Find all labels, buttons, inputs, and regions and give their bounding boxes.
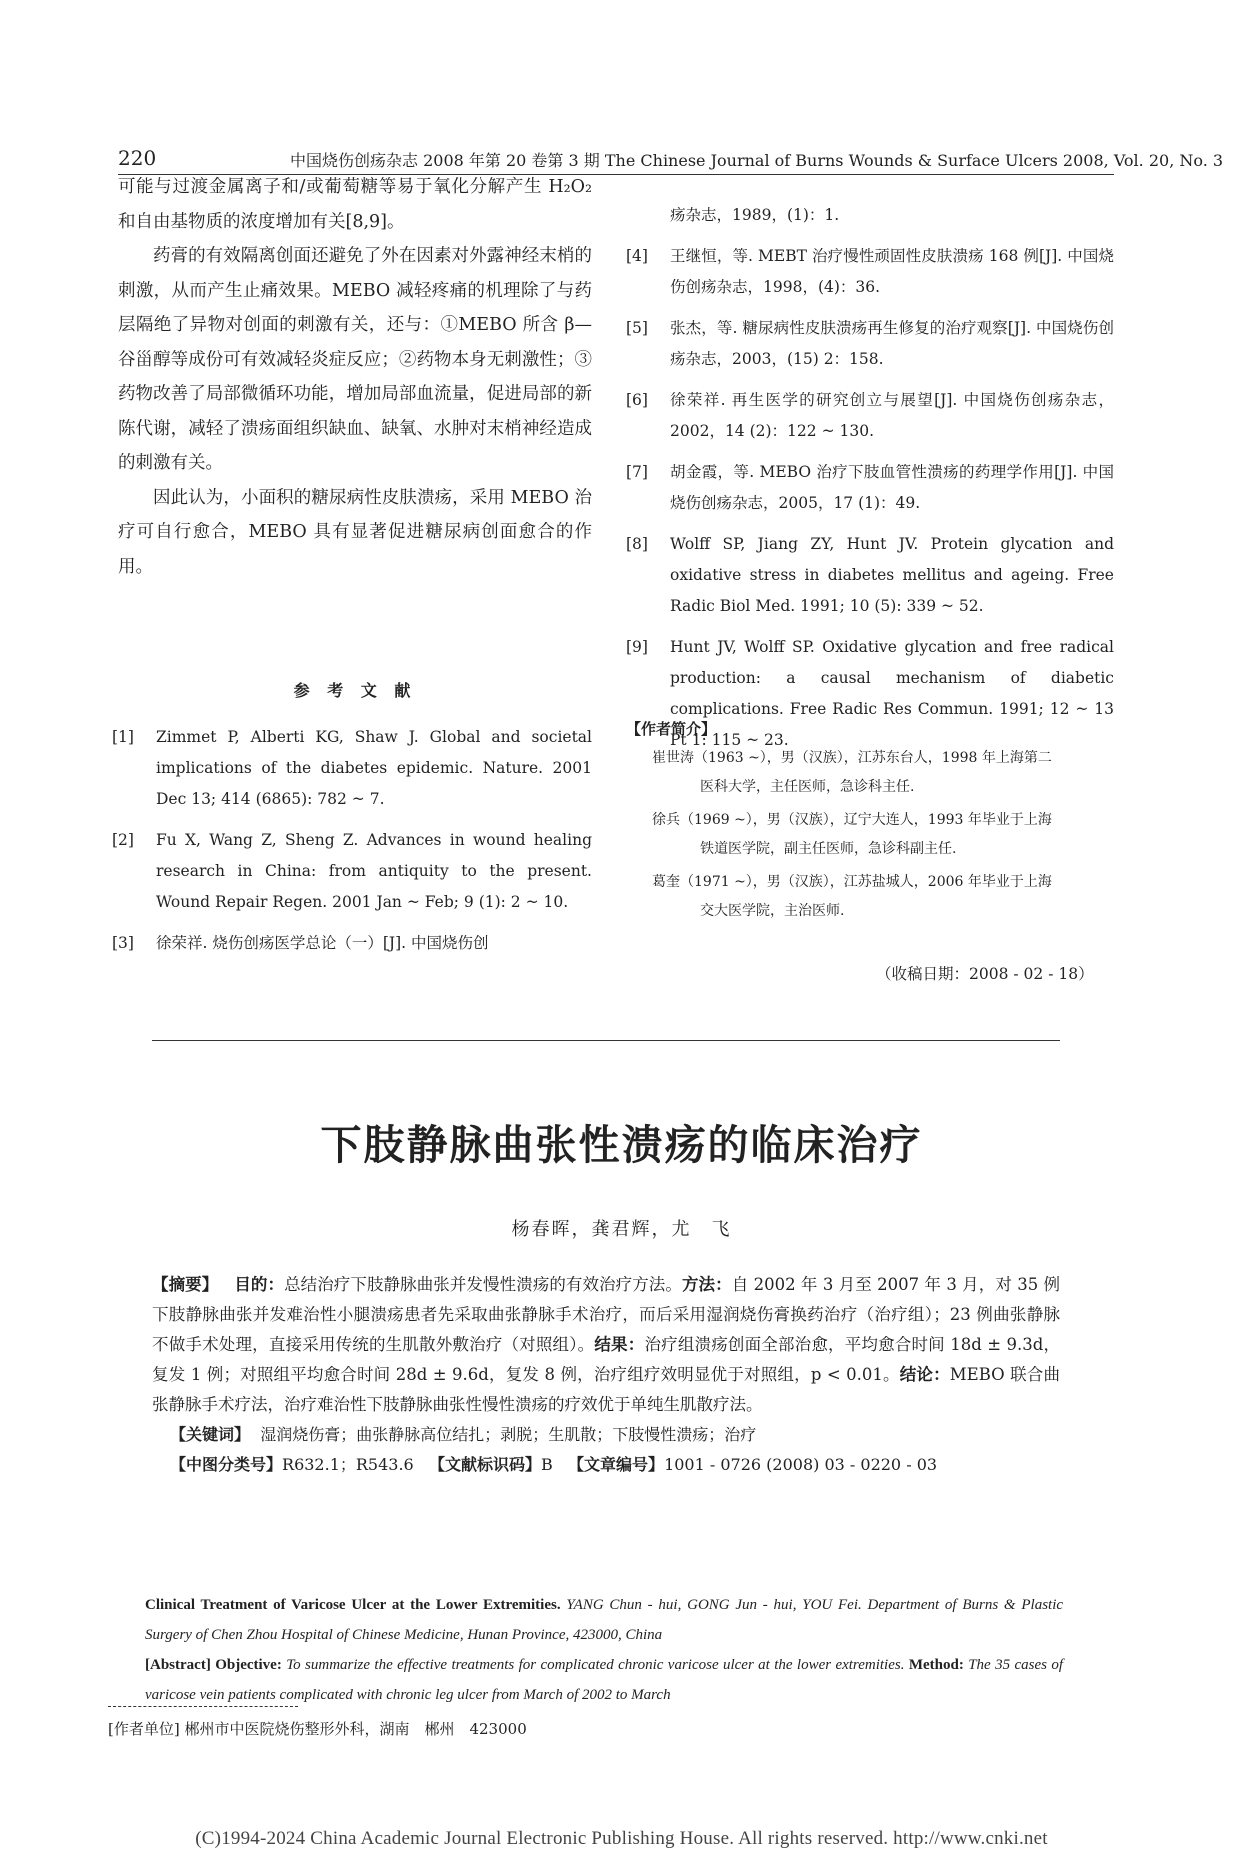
result-label: 结果： (594, 1335, 645, 1354)
reference-text: 张杰，等. 糖尿病性皮肤溃疡再生修复的治疗观察[J]. 中国烧伤创疡杂志，2003，(15) 2：158. (670, 319, 1114, 368)
reference-text: Hunt JV, Wolff SP. Oxidative glycation and free radical production: a causal mechanism of diabetic complications. Free Radic Res Commun. 1991; 12 ~ 13 Pt 1: 115 ~ 23. (670, 638, 1114, 749)
body-paragraph: 药膏的有效隔离创面还避免了外在因素对外露神经末梢的刺激，从而产生止痛效果。MEBO 减轻疼痛的机理除了与药层隔绝了异物对创面的刺激有关，还与：①MEBO 所含 β—谷甾醇等成份可有效减轻炎症反应；②药物本身无刺激性；③药物改善了局部微循环功能，增加局部血流量，促进局部的新陈代谢，减轻了溃疡面组织缺血、缺氧、水肿对末梢神经造成的刺激有关。 (118, 246, 592, 473)
english-title-block (145, 1590, 1063, 1650)
objective-label: 目的： (234, 1275, 285, 1294)
author-bio (626, 868, 1114, 926)
keywords: 湿润烧伤膏；曲张静脉高位结扎；剥脱；生肌散；下肢慢性溃疡；治疗 (260, 1425, 757, 1444)
author-bio-line: 崔世涛（1963 ~），男（汉族），江苏东台人，1998 年上海第二 (652, 750, 1052, 766)
reference-text: 胡金霞，等. MEBO 治疗下肢血管性溃疡的药理学作用[J]. 中国烧伤创疡杂志，2005，17 (1)：49. (670, 463, 1114, 512)
clc-label: 【中图分类号】 (170, 1455, 283, 1474)
reference-item (626, 313, 1114, 375)
abstract-text (152, 1270, 1060, 1420)
author-bio-line: 徐兵（1969 ~），男（汉族），辽宁大连人，1993 年毕业于上海 (652, 812, 1052, 828)
reference-number: [2] (112, 831, 134, 849)
english-abstract-label: [Abstract] (145, 1657, 211, 1673)
keywords-line (152, 1420, 1060, 1450)
author-bio (626, 744, 1114, 802)
reference-list-left (112, 722, 592, 969)
english-abstract (145, 1650, 1063, 1710)
article-no-value: 1001 - 0726 (2008) 03 - 0220 - 03 (664, 1455, 938, 1474)
author-bio-list (626, 744, 1114, 930)
reference-text: Wolff SP, Jiang ZY, Hunt JV. Protein glycation and oxidative stress in diabetes mellitus and ageing. Free Radic Biol Med. 1991; 10 (5): 339 ~ 52. (670, 535, 1114, 615)
chinese-abstract (152, 1270, 1060, 1480)
article-divider (152, 1040, 1060, 1041)
clc-value: R632.1；R543.6 (282, 1455, 414, 1474)
conclusion-label: 结论： (899, 1365, 950, 1384)
reference-text: Fu X, Wang Z, Sheng Z. Advances in wound healing research in China: from antiquity to the present. Wound Repair Regen. 2001 Jan ~ Feb; 9 (1): 2 ~ 10. (156, 831, 592, 911)
objective-text: 总结治疗下肢静脉曲张并发慢性溃疡的有效治疗方法。 (284, 1275, 682, 1294)
doc-code-label: 【文献标识码】 (429, 1455, 542, 1474)
left-column-body (118, 170, 592, 584)
article-title: 下肢静脉曲张性溃疡的临床治疗 (320, 1121, 923, 1169)
reference-item (626, 241, 1114, 303)
english-objective-text: To summarize the effective treatments for complicated chronic varicose ulcer at the lower extremities. (286, 1657, 905, 1673)
reference-item (112, 722, 592, 815)
received-date: （收稿日期：2008 - 02 - 18） (876, 965, 1094, 983)
article-no-label: 【文章编号】 (568, 1455, 665, 1474)
reference-number: [8] (626, 535, 648, 553)
reference-item (112, 928, 592, 959)
page-number: 220 (118, 146, 157, 170)
author-bio-line: 交大医学院，主治医师. (700, 903, 845, 919)
english-title: Clinical Treatment of Varicose Ulcer at the Lower Extremities. (145, 1597, 561, 1613)
author-bio-title: 【作者简介】 (626, 720, 717, 738)
reference-number: [9] (626, 638, 648, 656)
english-method-text: The 35 cases of varicose vein patients complicated with chronic leg ulcer from March of 2002 to March (145, 1657, 1063, 1703)
reference-text: 徐荣祥. 再生医学的研究创立与展望[J]. 中国烧伤创疡杂志，2002，14 (2)：122 ~ 130. (670, 391, 1114, 440)
reference-number: [7] (626, 463, 648, 481)
body-paragraph: 可能与过渡金属离子和/或葡萄糖等易于氧化分解产生 H₂O₂ 和自由基物质的浓度增加有关[8,9]。 (118, 177, 592, 232)
reference-item (626, 529, 1114, 622)
reference-number: [4] (626, 247, 648, 265)
classification-line (152, 1450, 1060, 1480)
reference-text: 徐荣祥. 烧伤创疡医学总论（一）[J]. 中国烧伤创 (156, 934, 489, 952)
reference-item (626, 457, 1114, 519)
reference-number: [1] (112, 728, 134, 746)
author-bio (626, 806, 1114, 864)
footnote-rule (108, 1706, 298, 1707)
running-head: 中国烧伤创疡杂志 2008 年第 20 卷第 3 期 The Chinese Journal of Burns Wounds & Surface Ulcers 2008, Vol. 20, No. 3 (290, 151, 1224, 170)
keywords-label: 【关键词】 (170, 1425, 251, 1444)
conclusion-text: MEBO 联合曲张静脉手术疗法，治疗难治性下肢静脉曲张性慢性溃疡的疗效优于单纯生肌散疗法。 (152, 1365, 1060, 1414)
method-text: 自 2002 年 3 月至 2007 年 3 月，对 35 例下肢静脉曲张并发难治性小腿溃疡患者先采取曲张静脉手术治疗，而后采用湿润烧伤膏换药治疗（治疗组）；23 例曲张静脉不做手术处理，直接采用传统的生肌散外敷治疗（对照组）。 (152, 1275, 1061, 1354)
reference-item (626, 200, 1114, 231)
abstract-label: 【摘要】 (152, 1275, 219, 1294)
result-text: 治疗组溃疡创面全部治愈，平均愈合时间 18d ± 9.3d，复发 1 例；对照组平均愈合时间 28d ± 9.6d，复发 8 例，治疗组疗效明显优于对照组，p < 0.01。 (152, 1335, 1061, 1384)
reference-item (112, 825, 592, 918)
reference-list-right (626, 200, 1114, 766)
english-objective-label: Objective: (215, 1657, 282, 1673)
author-bio-line: 铁道医学院，副主任医师，急诊科副主任. (700, 841, 957, 857)
references-title: 参 考 文 献 (293, 681, 417, 700)
reference-number: [3] (112, 934, 134, 952)
reference-text: 王继恒，等. MEBT 治疗慢性顽固性皮肤溃疡 168 例[J]. 中国烧伤创疡杂志，1998，(4)：36. (670, 247, 1114, 296)
doc-code-value: B (541, 1455, 553, 1474)
copyright-footer: (C)1994-2024 China Academic Journal Electronic Publishing House. All rights reserved. http://www.cnki.net (195, 1828, 1048, 1849)
author-bio-line: 葛奎（1971 ~），男（汉族），江苏盐城人，2006 年毕业于上海 (652, 874, 1052, 890)
english-authors: YANG Chun - hui, GONG Jun - hui, YOU Fei. Department of Burns & Plastic Surgery of Chen Zhou Hospital of Chinese Medicine, Hunan Province, 423000, China (145, 1597, 1064, 1643)
reference-number: [5] (626, 319, 648, 337)
english-method-label: Method: (908, 1657, 964, 1673)
article-authors: 杨春晖，龚君辉，尤 飞 (511, 1219, 732, 1240)
author-affiliation: [作者单位] 郴州市中医院烧伤整形外科，湖南 郴州 423000 (108, 1720, 527, 1738)
reference-text: 疡杂志，1989，(1)：1. (670, 206, 840, 224)
reference-text: Zimmet P, Alberti KG, Shaw J. Global and societal implications of the diabetes epidemic. Nature. 2001 Dec 13; 414 (6865): 782 ~ 7. (156, 728, 592, 808)
method-label: 方法： (681, 1275, 732, 1294)
author-bio-line: 医科大学，主任医师，急诊科主任. (700, 779, 915, 795)
body-paragraph: 因此认为，小面积的糖尿病性皮肤溃疡，采用 MEBO 治疗可自行愈合，MEBO 具有显著促进糖尿病创面愈合的作用。 (118, 487, 592, 577)
reference-item (626, 385, 1114, 447)
reference-number: [6] (626, 391, 648, 409)
